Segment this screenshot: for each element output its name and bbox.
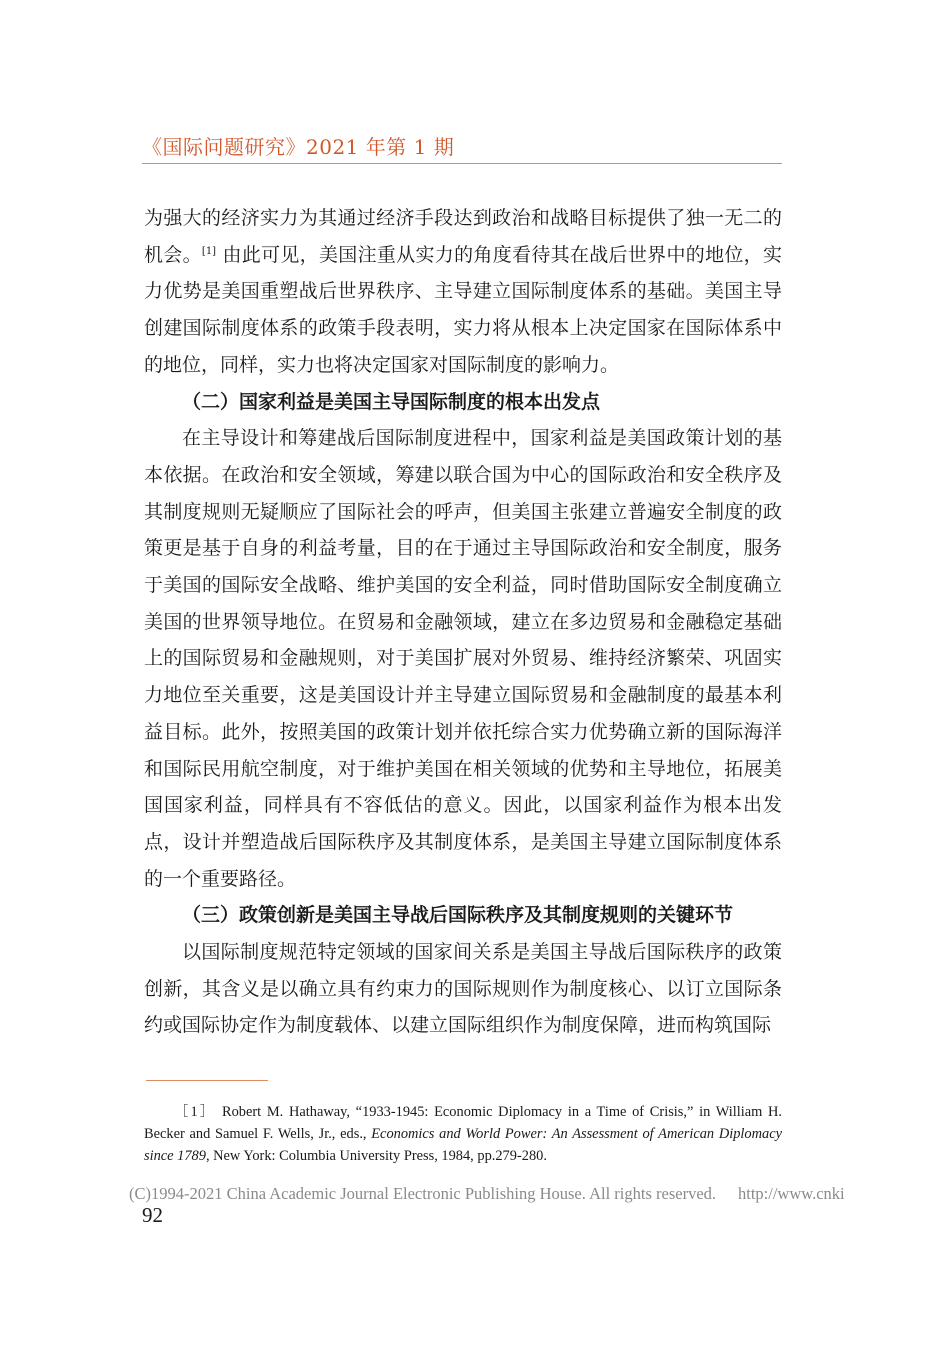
article-body <box>144 200 782 1044</box>
footnote-book-title: Economics and World Power: An Assessment of American Diplomacy since 1789 <box>144 1126 782 1164</box>
header-divider <box>142 163 782 164</box>
subheading-national-interest: （二）国家利益是美国主导国际制度的根本出发点 <box>182 390 601 413</box>
copyright-text: (C)1994-2021 China Academic Journal Electronic Publishing House. All rights reserved. <box>129 1184 717 1203</box>
footnote-text-a: Robert M. Hathaway, “1933-1945: Economic Diplomacy in a Time of Crisis,” in William H. Becker and Samuel F. Wells, Jr., eds., <box>144 1104 782 1142</box>
paragraph-3: 以国际制度规范特定领域的国家间关系是美国主导战后国际秩序的政策创新，其含义是以确立具有约束力的国际规则作为制度核心、以订立国际条约或国际协定作为制度载体、以建立国际组织作为制度保障，进而构筑国际 <box>144 941 782 1037</box>
running-head-title: 《国际问题研究》2021 年第 1 期 <box>142 135 455 159</box>
paragraph-2: 在主导设计和筹建战后国际制度进程中，国家利益是美国政策计划的基本依据。在政治和安全领域，筹建以联合国为中心的国际政治和安全秩序及其制度规则无疑顺应了国际社会的呼声，但美国主张建立普遍安全制度的政策更是基于自身的利益考量，目的在于通过主导国际政治和安全制度，服务于美国的国际安全战略、维护美国的安全利益，同时借助国际安全制度确立美国的世界领导地位。在贸易和金融领域，建立在多边贸易和金融稳定基础上的国际贸易和金融规则，对于美国扩展对外贸易、维持经济繁荣、巩固实力地位至关重要，这是美国设计并主导建立国际贸易和金融制度的最基本利益目标。此外，按照美国的政策计划并依托综合实力优势确立新的国际海洋和国际民用航空制度，对于维护美国在相关领域的优势和主导地位，拓展美国国家利益，同样具有不容低估的意义。因此，以国家利益作为根本出发点，设计并塑造战后国际秩序及其制度体系，是美国主导建立国际制度体系的一个重要路径。 <box>144 427 782 890</box>
copyright-watermark <box>129 1184 845 1204</box>
subheading-policy-innovation: （三）政策创新是美国主导战后国际秩序及其制度规则的关键环节 <box>182 904 734 927</box>
cnki-url[interactable]: http://www.cnki <box>738 1184 845 1203</box>
footnote-mark: ［1］ <box>174 1104 217 1120</box>
footnote-text-b: , New York: Columbia University Press, 1984, pp.279-280. <box>205 1148 547 1164</box>
paragraph-1 <box>144 200 782 384</box>
paragraph-1-text-b: 由此可见，美国注重从实力的角度看待其在战后世界中的地位，实力优势是美国重塑战后世界秩序、主导建立国际制度体系的基础。美国主导创建国际制度体系的政策手段表明，实力将从根本上决定国家在国际体系中的地位，同样，实力也将决定国家对国际制度的影响力。 <box>144 243 782 376</box>
footnote-divider <box>146 1080 268 1081</box>
footnote-reference-1[interactable]: [1] <box>201 245 217 257</box>
page-number: 92 <box>142 1203 163 1227</box>
paragraph-1-text-a: 为强大的经济实力为其通过经济手段达到政治和战略目标提供了独一无二的机会。 <box>144 207 782 266</box>
footnote-1 <box>144 1101 782 1167</box>
